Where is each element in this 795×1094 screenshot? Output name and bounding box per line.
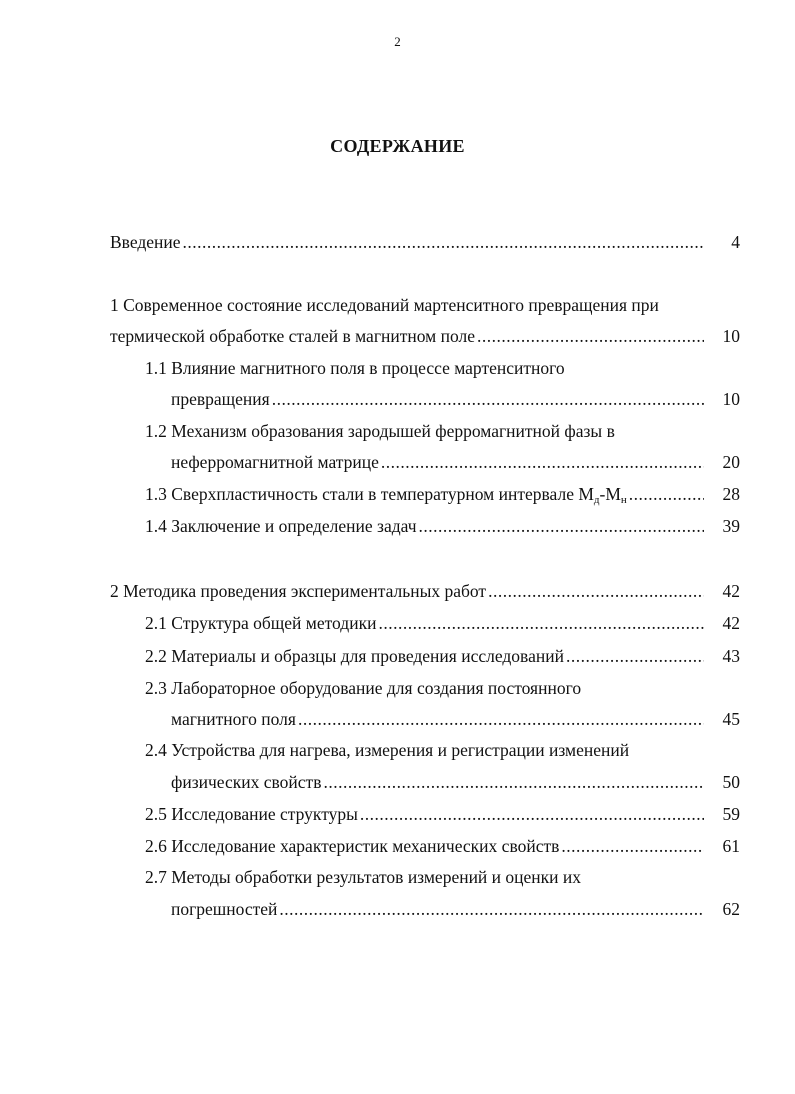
toc-chapter-1-line2[interactable] (110, 325, 706, 347)
dot-leader (488, 580, 704, 602)
toc-section-1-3[interactable] (145, 483, 706, 505)
toc-page-number: 61 (722, 836, 740, 856)
toc-entry-text: термической обработке сталей в магнитном поле (110, 326, 475, 346)
toc-entry-text: погрешностей (171, 899, 278, 919)
dot-leader (378, 612, 704, 634)
toc-section-2-4-line1[interactable]: 2.4 Устройства для нагрева, измерения и регистрации изменений (145, 740, 630, 760)
toc-page-number: 59 (722, 804, 740, 824)
page-title: СОДЕРЖАНИЕ (330, 136, 465, 156)
toc-entry-text: 2 Методика проведения экспериментальных работ (110, 581, 487, 601)
dot-leader (323, 771, 704, 793)
dot-leader (183, 231, 704, 253)
subscript-n: н (620, 494, 627, 506)
dot-leader (279, 898, 704, 920)
toc-entry-text: неферромагнитной матрице (171, 452, 379, 472)
toc-section-2-7-line1[interactable]: 2.7 Методы обработки результатов измерений и оценки их (145, 867, 582, 887)
toc-section-1-2-line1[interactable]: 1.2 Механизм образования зародышей ферромагнитной фазы в (145, 421, 615, 441)
toc-section-2-7-line2[interactable] (171, 898, 706, 920)
toc-page-number: 45 (722, 709, 740, 729)
dot-leader (381, 451, 704, 473)
toc-entry-text: 1.3 Сверхпластичность стали в температурном интервале $M_д-M_н$ (145, 484, 627, 506)
toc-section-1-1-line1[interactable]: 1.1 Влияние магнитного поля в процессе мартенситного (145, 358, 565, 378)
toc-section-2-3-line1[interactable]: 2.3 Лабораторное оборудование для создания постоянного (145, 678, 582, 698)
toc-page-number: 43 (722, 646, 740, 666)
dot-leader (477, 325, 704, 347)
toc-page-number: 42 (722, 581, 740, 601)
toc-page-number: 28 (722, 484, 740, 504)
toc-section-1-1-line2[interactable] (171, 388, 706, 410)
toc-entry-text: 2.5 Исследование структуры (145, 804, 358, 824)
toc-page-number: 39 (722, 516, 740, 536)
dot-leader (419, 515, 704, 537)
toc-entry-text: превращения (171, 389, 270, 409)
toc-entry-text: 1.4 Заключение и определение задач (145, 516, 417, 536)
subscript-d: д (593, 494, 600, 506)
toc-page-number: 42 (722, 613, 740, 633)
toc-page-number: 10 (722, 389, 740, 409)
toc-entry-text: 2.6 Исследование характеристик механических свойств (145, 836, 560, 856)
toc-entry-text: 2.2 Материалы и образцы для проведения исследований (145, 646, 564, 666)
toc-chapter-1-line1[interactable]: 1 Современное состояние исследований мартенситного превращения при (110, 295, 659, 315)
toc-section-2-2[interactable] (145, 645, 706, 667)
toc-section-2-5[interactable] (145, 803, 706, 825)
dot-leader (272, 388, 704, 410)
toc-page-number: 4 (731, 232, 740, 252)
toc-chapter-2[interactable] (110, 580, 706, 602)
toc-entry-intro[interactable] (110, 231, 706, 253)
dot-leader (629, 483, 704, 505)
toc-section-2-1[interactable] (145, 612, 706, 634)
toc-page-number: 20 (722, 452, 740, 472)
toc-page-number: 62 (722, 899, 740, 919)
page-number: 2 (394, 34, 401, 49)
dot-leader (561, 835, 704, 857)
toc-entry-text: Введение (110, 232, 181, 252)
toc-section-2-4-line2[interactable] (171, 771, 706, 793)
toc-section-2-3-line2[interactable] (171, 708, 706, 730)
toc-entry-text: 2.1 Структура общей методики (145, 613, 377, 633)
dot-leader (298, 708, 704, 730)
toc-page-number: 50 (722, 772, 740, 792)
toc-entry-text: магнитного поля (171, 709, 296, 729)
dot-leader (566, 645, 704, 667)
toc-section-1-4[interactable] (145, 515, 706, 537)
toc-entry-text: физических свойств (171, 772, 322, 792)
toc-page-number: 10 (722, 326, 740, 346)
dot-leader (360, 803, 704, 825)
toc-section-2-6[interactable] (145, 835, 706, 857)
toc-section-1-2-line2[interactable] (171, 451, 706, 473)
